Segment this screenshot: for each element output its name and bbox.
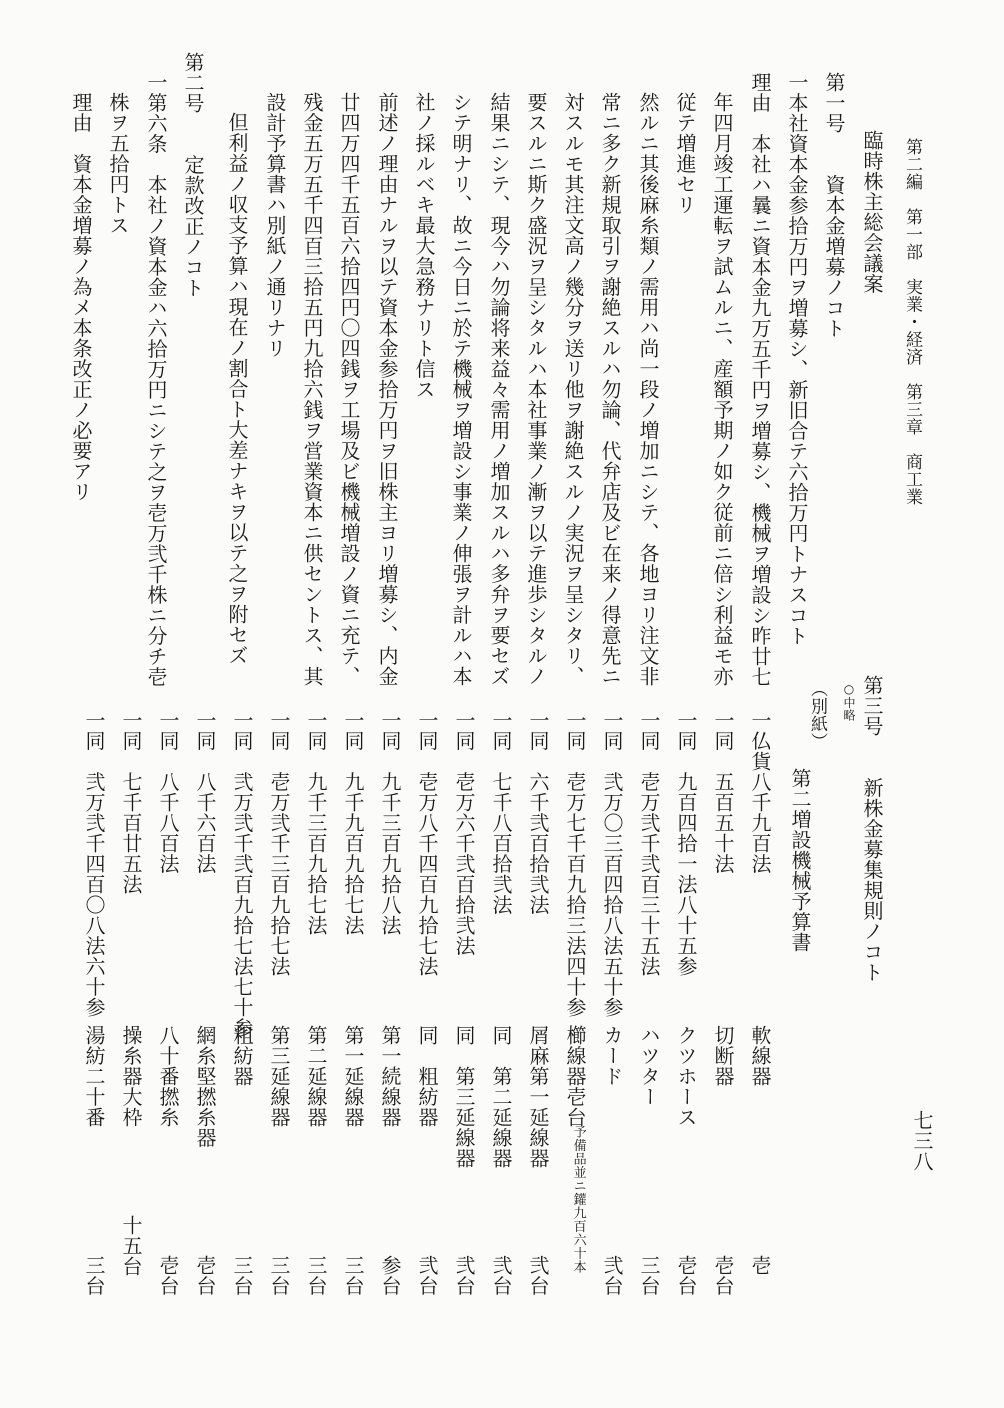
row-amount: 一同 八千六百法 <box>193 710 217 874</box>
row-machine: 網糸堅撚糸器 <box>193 1025 217 1148</box>
row-amount: 一同 九千九百九拾七法 <box>341 710 365 936</box>
row-qty: 壱台 <box>711 1255 735 1296</box>
row-amount: 一同 七千八百拾弐法 <box>489 710 513 915</box>
row-amount: 一同 壱万八千四百九拾七法 <box>415 710 439 977</box>
row-note: 予備品並ニ鑵九百六十本 <box>570 1125 586 1274</box>
item1-line: シテ明ナリ、故ニ今日ニ於テ機械ヲ増設シ事業ノ伸張ヲ計ルハ本 <box>449 92 473 687</box>
row-qty: 弐台 <box>489 1255 513 1296</box>
row-machine: 第二延線器 <box>304 1025 328 1128</box>
row-amount: 一同 六千弐百拾弐法 <box>526 710 550 915</box>
row-qty: 三台 <box>82 1255 106 1296</box>
item1-line: 要スルニ斯ク盛況ヲ呈シタルハ本社事業ノ漸ヲ以テ進歩シタルノ <box>524 92 548 687</box>
item1-line: 一本社資本金参拾万円ヲ増募シ、新旧合テ六拾万円トナスコト <box>785 72 809 646</box>
row-machine: 第三延線器 <box>267 1025 291 1128</box>
item1-line: 常ニ多ク新規取引ヲ謝絶スルハ勿論、代弁店及ビ在来ノ得意先ニ <box>598 92 622 687</box>
item1-title: 第一号 資本金増募ノコト <box>822 72 846 339</box>
row-qty: 三台 <box>267 1255 291 1296</box>
item1-line: 従テ増進セリ <box>673 92 697 215</box>
row-machine: 粗紡器 <box>230 1025 254 1087</box>
schedule-title: 第二増設機械予算書 <box>788 768 812 953</box>
row-amount: 一同 弐万弐千弐百九拾七法七十参 <box>230 710 254 1038</box>
row-machine: 湯紡二十番 <box>82 1025 106 1128</box>
row-machine: 第一続線器 <box>378 1025 402 1128</box>
row-qty: 弐台 <box>415 1255 439 1296</box>
item2-title: 第二号 定款改正ノコト <box>181 52 205 298</box>
row-amount: 一同 壱万七千百九拾三法四十参 <box>563 710 587 1018</box>
row-machine: ハツター <box>637 1025 661 1107</box>
item1-line: 対スルモ其注文高ノ幾分ヲ送リ他ヲ謝絶スルノ実況ヲ呈シタリ、 <box>561 92 585 687</box>
row-amount: 一同 九千三百九拾七法 <box>304 710 328 936</box>
row-machine: クツホース <box>674 1025 698 1128</box>
row-qty: 十五台 <box>119 1215 143 1277</box>
section-heading: 臨時株主総会議案 <box>860 130 884 294</box>
row-qty: 弐台 <box>452 1255 476 1296</box>
row-qty: 弐台 <box>526 1255 550 1296</box>
running-title: 第二編 第一部 実業・経済 第三章 商工業 <box>902 138 922 506</box>
item1-line: 残金五万五千四百三拾五円九拾六銭ヲ営業資本ニ供セントス、其 <box>300 92 324 687</box>
item1-line: 設計予算書ハ別紙ノ通リナリ <box>263 92 287 359</box>
row-machine: 同 第三延線器 <box>452 1025 476 1169</box>
row-machine: 第一延線器 <box>341 1025 365 1128</box>
item2-line: 理由 資本金増募ノ為メ本条改正ノ必要アリ <box>69 92 93 502</box>
row-qty: 三台 <box>637 1255 661 1296</box>
row-qty: 三台 <box>341 1255 365 1296</box>
row-amount: 一同 壱万六千弐百拾弐法 <box>452 710 476 956</box>
row-qty: 参台 <box>378 1255 402 1296</box>
item1-line: 然ルニ其後麻糸類ノ需用ハ尚一段ノ増加ニシテ、各地ヨリ注文非 <box>636 92 660 687</box>
row-machine: 八十番撚糸 <box>156 1025 180 1128</box>
item2-line: 一第六条 本社ノ資本金ハ六拾万円ニシテ之ヲ壱万弐千株ニ分チ壱 <box>144 72 168 687</box>
row-amount: 一同 七千百廿五法 <box>119 710 143 895</box>
row-amount: 一仏貨八千九百法 <box>748 710 772 874</box>
item1-line: 但利益ノ収支予算ハ現在ノ割合ト大差ナキヲ以テ之ヲ附セズ <box>225 112 249 666</box>
row-amount: 一同 五百五十法 <box>711 710 735 874</box>
item1-line: 廿四万四千五百六拾四円〇四銭ヲ工場及ビ機械増設ノ資ニ充テ、 <box>337 92 361 687</box>
row-machine: 操糸器大枠 <box>119 1025 143 1128</box>
row-amount: 一同 弐万〇三百四拾八法五十参 <box>600 710 624 1018</box>
item2-line: 株ヲ五拾円トス <box>106 92 130 236</box>
item1-line: 社ノ採ルベキ最大急務ナリト信ス <box>412 92 436 400</box>
row-qty: 壱台 <box>193 1255 217 1296</box>
row-amount: 一同 弐万弐千四百〇八法六十参 <box>82 710 106 1018</box>
row-amount: 一同 九百四拾一法八十五参 <box>674 710 698 977</box>
row-amount: 一同 壱万弐千三百九拾七法 <box>267 710 291 977</box>
row-machine: 同 第二延線器 <box>489 1025 513 1169</box>
row-qty: 三台 <box>230 1255 254 1296</box>
item1-line: 前述ノ理由ナルヲ以テ資本金参拾万円ヲ旧株主ヨリ増募シ、内金 <box>375 92 399 687</box>
row-amount: 一同 壱万弐千弐百三十五法 <box>637 710 661 977</box>
row-machine: 同 粗紡器 <box>415 1025 439 1128</box>
item1-line: 理由 本社ハ曩ニ資本金九万五千円ヲ増募シ、機械ヲ増設シ昨廿七 <box>748 72 772 687</box>
row-amount: 一同 九千三百九拾八法 <box>378 710 402 936</box>
row-machine: 屑麻第一延線器 <box>526 1025 550 1169</box>
row-machine: 切断器 <box>711 1025 735 1087</box>
row-machine: 軟線器 <box>748 1025 772 1087</box>
row-qty: 三台 <box>304 1255 328 1296</box>
page-number: 七三八 <box>910 1110 934 1172</box>
item1-line: 年四月竣工運転ヲ試ムルニ、産額予期ノ如ク従前ニ倍シ利益モ亦 <box>710 92 734 687</box>
attachment-label: （別紙） <box>807 680 827 750</box>
row-machine: 櫛線器壱台 <box>563 1025 587 1128</box>
row-qty: 壱台 <box>156 1255 180 1296</box>
row-machine: カード <box>600 1025 624 1087</box>
row-qty: 弐台 <box>600 1255 624 1296</box>
row-amount: 一同 八千八百法 <box>156 710 180 874</box>
item3-title: 第三号 新株金募集規則ノコト <box>860 675 884 983</box>
omission-mark: ○中略 <box>842 682 856 722</box>
row-qty: 壱台 <box>674 1255 698 1296</box>
row-qty: 壱 <box>748 1255 772 1276</box>
item1-line: 結果ニシテ、現今ハ勿論将来益々需用ノ増加スルハ多弁ヲ要セズ <box>487 92 511 687</box>
